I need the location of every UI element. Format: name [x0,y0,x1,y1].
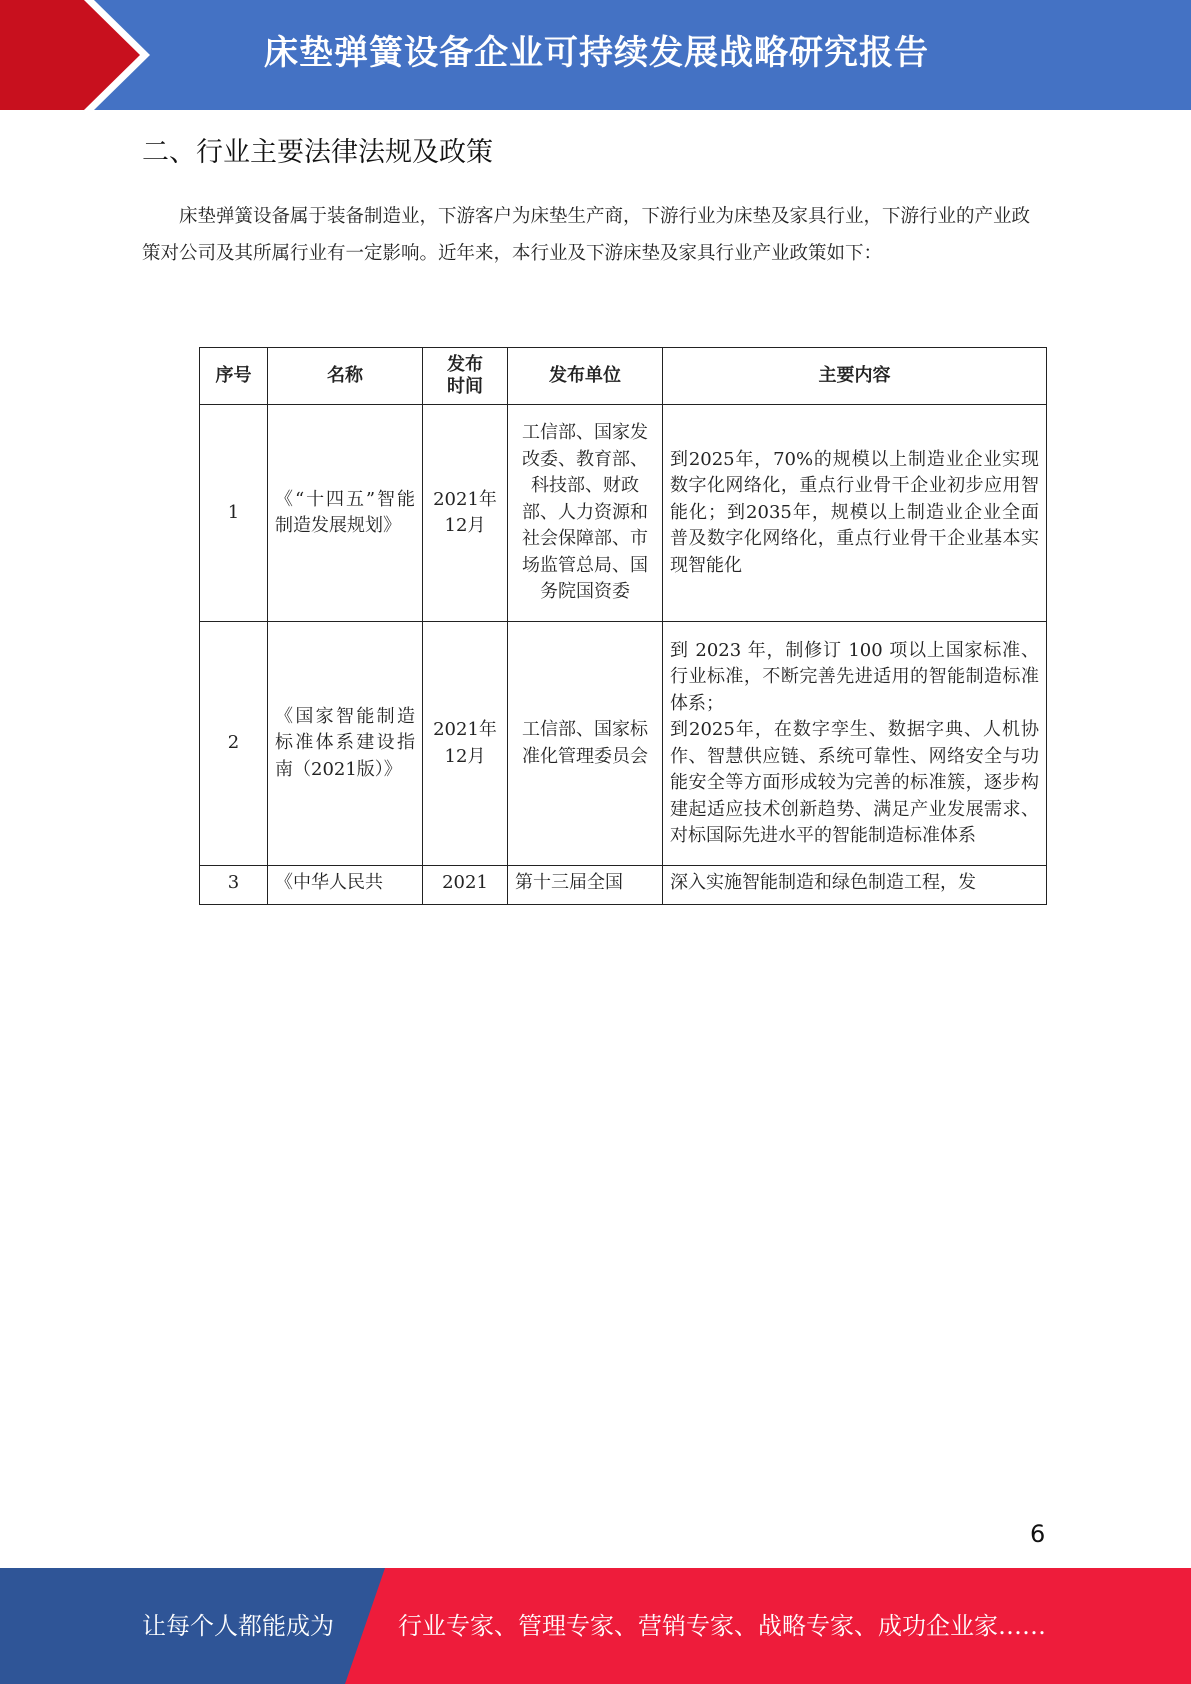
cell-name: 《国家智能制造标准体系建设指南（2021版）》 [268,622,423,866]
cell-name: 《中华人民共 [268,866,423,905]
page-number: 6 [1030,1520,1046,1548]
header-content: 主要内容 [663,348,1047,405]
cell-no: 2 [200,622,268,866]
table-row [200,405,1047,622]
cell-name: 《“十四五”智能制造发展规划》 [268,405,423,622]
policy-table [199,347,1047,905]
cell-date: 2021年12月 [423,405,508,622]
header-date: 发布时间 [423,348,508,405]
table-row [200,866,1047,905]
table-row [200,622,1047,866]
table-header-row [200,348,1047,405]
footer-banner [0,1568,1191,1684]
footer-slogan-right: 行业专家、管理专家、营销专家、战略专家、成功企业家…… [398,1612,1046,1640]
cell-date: 2021 [423,866,508,905]
cell-issuer: 第十三届全国 [508,866,663,905]
cell-content: 到2025年，70%的规模以上制造业企业实现数字化网络化，重点行业骨干企业初步应用智能化；到2035年，规模以上制造业企业全面普及数字化网络化，重点行业骨干企业基本实现智能化 [663,405,1047,622]
report-title: 床垫弹簧设备企业可持续发展战略研究报告 [264,33,929,73]
red-chevron-decoration [0,0,150,110]
cell-date: 2021年12月 [423,622,508,866]
cell-content-line-2: 到2025年，在数字孪生、数据字典、人机协作、智慧供应链、系统可靠性、网络安全与功能安全等方面形成较为完善的标准簇，逐步构建起适应技术创新趋势、满足产业发展需求、对标国际先进水平的智能制造标准体系 [670,719,1039,846]
header-banner [0,0,1191,110]
cell-content-line-1: 到 2023 年，制修订 100 项以上国家标准、行业标准，不断完善先进适用的智能制造标准体系； [670,639,1039,714]
cell-no: 3 [200,866,268,905]
cell-content: 深入实施智能制造和绿色制造工程，发 [663,866,1047,905]
header-issuer: 发布单位 [508,348,663,405]
cell-issuer: 工信部、国家发改委、教育部、科技部、财政部、人力资源和社会保障部、市场监管总局、国务院国资委 [508,405,663,622]
section-heading: 二、行业主要法律法规及政策 [142,137,493,168]
cell-content [663,622,1047,866]
header-name: 名称 [268,348,423,405]
header-no: 序号 [200,348,268,405]
intro-paragraph: 床垫弹簧设备属于装备制造业，下游客户为床垫生产商，下游行业为床垫及家具行业，下游行业的产业政策对公司及其所属行业有一定影响。近年来，本行业及下游床垫及家具行业产业政策如下： [142,206,1031,264]
footer-slogan-left: 让每个人都能成为 [142,1612,334,1640]
cell-no: 1 [200,405,268,622]
cell-issuer: 工信部、国家标准化管理委员会 [508,622,663,866]
